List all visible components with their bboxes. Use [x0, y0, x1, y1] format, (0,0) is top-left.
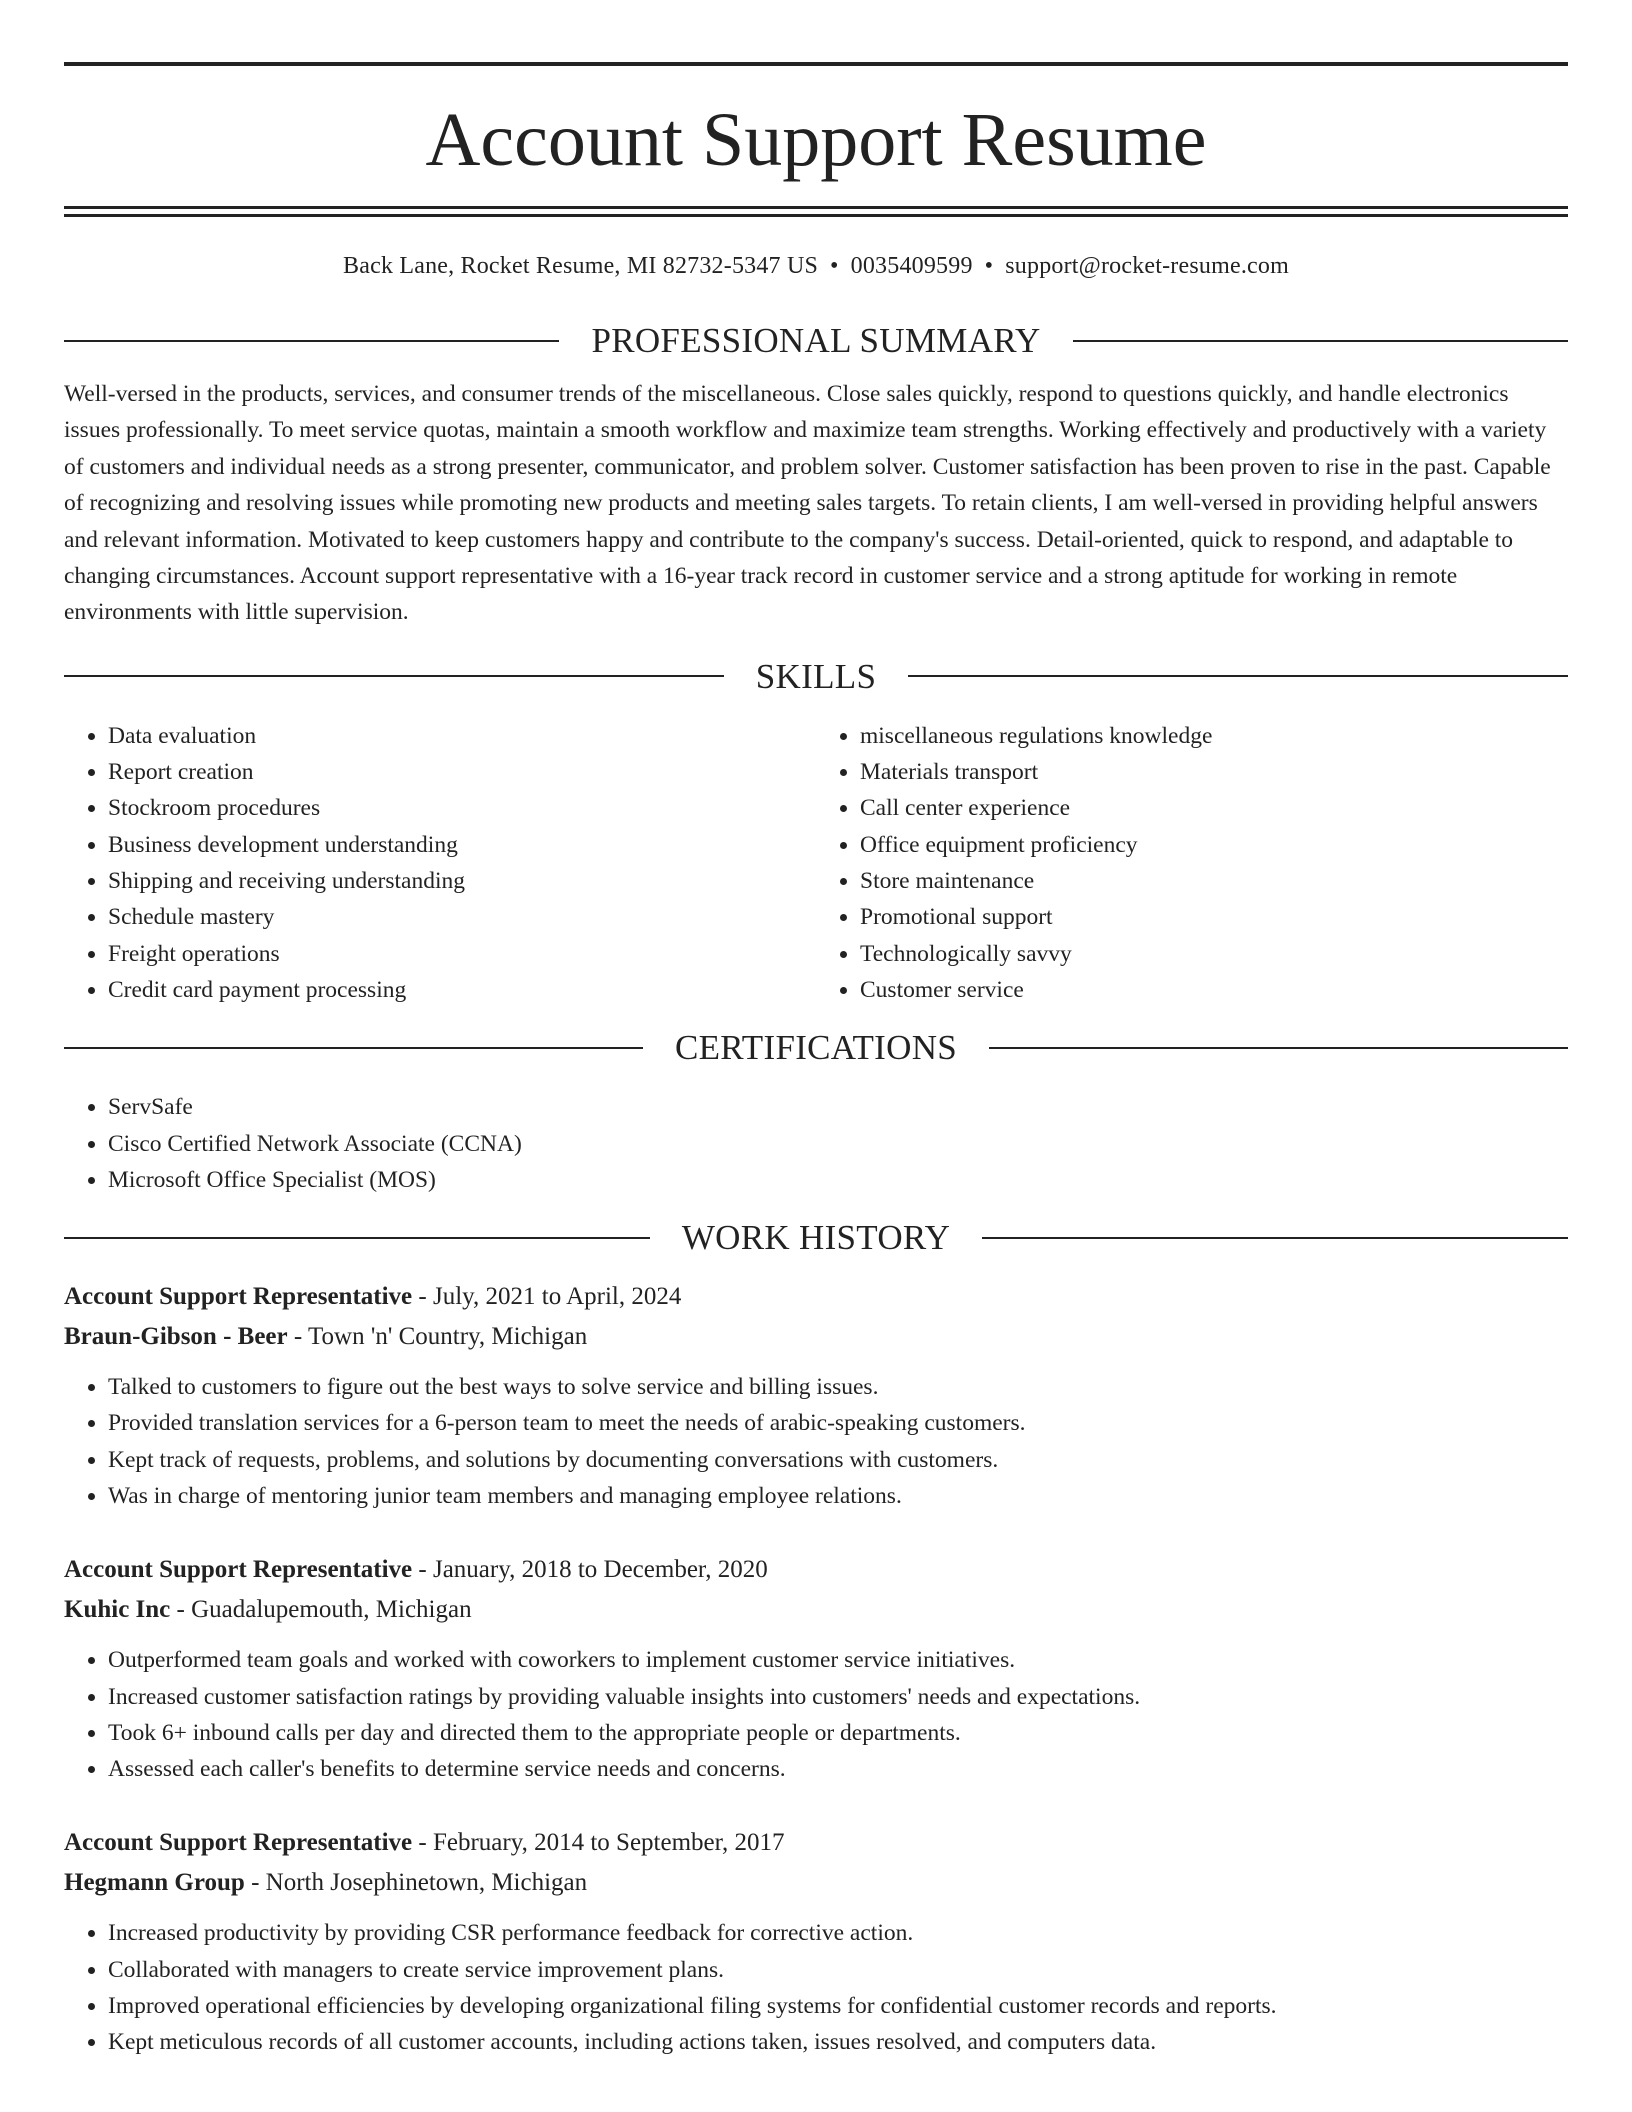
- contact-line: [64, 251, 1568, 291]
- section-heading-work: [64, 1218, 1568, 1258]
- job-entry: [64, 1277, 1568, 1514]
- heading-rule-left: [64, 340, 559, 342]
- contact-separator: •: [984, 253, 994, 279]
- certification-item: • Cisco Certified Network Associate (CCNA): [108, 1126, 1568, 1162]
- job-bullet: • Took 6+ inbound calls per day and directed them to the appropriate people or departments.: [108, 1715, 1568, 1751]
- skill-item: • Call center experience: [860, 790, 1568, 826]
- certification-item: • Microsoft Office Specialist (MOS): [108, 1162, 1568, 1198]
- job-company: Hegmann Group: [64, 1869, 245, 1897]
- section-title-skills: SKILLS: [755, 656, 877, 696]
- job-bullets: [64, 1915, 1568, 2060]
- skill-item: • Promotional support: [860, 899, 1568, 935]
- skill-item: • Stockroom procedures: [108, 790, 816, 826]
- job-bullet: • Provided translation services for a 6-person team to meet the needs of arabic-speaking customers.: [108, 1405, 1568, 1441]
- summary-paragraph: Well-versed in the products, services, and consumer trends of the miscellaneous. Close sales quickly, respond to questions quickly, and handle electronics issues professionally. To meet service quotas, maintain a smooth workflow and maximize team strengths. Working effectively and productively with a variety of customers and individual needs as a strong presenter, communicator, and problem solver. Customer satisfaction has been proven to rise in the past. Capable of recognizing and resolving issues while promoting new products and meeting sales targets. To retain clients, I am well-versed in providing helpful answers and relevant information. Motivated to keep customers happy and contribute to the company's success. Detail-oriented, quick to respond, and adaptable to changing circumstances. Account support representative with a 16-year track record in customer service and a strong aptitude for working in remote environments with little supervision.: [64, 381, 1551, 626]
- work-history: [64, 1277, 1568, 2061]
- skill-item: • Materials transport: [860, 754, 1568, 790]
- job-bullet: • Was in charge of mentoring junior team members and managing employee relations.: [108, 1478, 1568, 1514]
- job-bullets: [64, 1642, 1568, 1787]
- job-title: Account Support Representative: [64, 1283, 413, 1311]
- job-bullet: • Kept meticulous records of all customer accounts, including actions taken, issues resolved, and computers data.: [108, 2024, 1568, 2060]
- job-company-line: [64, 1590, 1568, 1630]
- title-double-rule: [64, 206, 1568, 217]
- job-location: - North Josephinetown, Michigan: [244, 1869, 588, 1897]
- skill-item: • Business development understanding: [108, 827, 816, 863]
- job-bullet: • Improved operational efficiencies by developing organizational filing systems for confidential customer records and reports.: [108, 1988, 1568, 2024]
- heading-rule-right: [1073, 340, 1568, 342]
- job-dates: - February, 2014 to September, 2017: [412, 1829, 785, 1857]
- job-bullet: • Talked to customers to figure out the best ways to solve service and billing issues.: [108, 1369, 1568, 1405]
- section-title-certifications: CERTIFICATIONS: [674, 1028, 958, 1068]
- job-entry: [64, 1823, 1568, 2060]
- heading-rule-left: [64, 675, 724, 677]
- section-title-summary: PROFESSIONAL SUMMARY: [591, 321, 1041, 360]
- skill-item: • Office equipment proficiency: [860, 827, 1568, 863]
- skill-item: • miscellaneous regulations knowledge: [860, 718, 1568, 754]
- skill-item: • Store maintenance: [860, 863, 1568, 899]
- job-bullet: • Assessed each caller's benefits to determine service needs and concerns.: [108, 1751, 1568, 1787]
- section-title-work: WORK HISTORY: [681, 1218, 951, 1258]
- contact-email[interactable]: support@rocket-resume.com: [1005, 253, 1289, 279]
- job-location: - Guadalupemouth, Michigan: [170, 1596, 472, 1624]
- job-title: Account Support Representative: [64, 1829, 413, 1857]
- heading-rule-right: [908, 675, 1568, 677]
- job-entry: [64, 1550, 1568, 1787]
- skill-item: • Schedule mastery: [108, 899, 816, 935]
- heading-rule-right: [989, 1047, 1568, 1049]
- skill-item: • Credit card payment processing: [108, 972, 816, 1008]
- skills-list-left: [64, 718, 816, 1008]
- section-heading-summary: [64, 323, 1568, 358]
- contact-separator: •: [830, 253, 839, 279]
- job-title-line: [64, 1277, 1568, 1317]
- contact-phone: 0035409599: [850, 253, 973, 279]
- skill-item: • Freight operations: [108, 936, 816, 972]
- skill-item: • Technologically savvy: [860, 936, 1568, 972]
- job-company: Braun-Gibson - Beer: [64, 1323, 288, 1351]
- job-bullet: • Kept track of requests, problems, and solutions by documenting conversations with customers.: [108, 1442, 1568, 1478]
- skill-item: • Shipping and receiving understanding: [108, 863, 816, 899]
- job-title: Account Support Representative: [64, 1556, 413, 1584]
- job-company: Kuhic Inc: [64, 1596, 171, 1624]
- contact-address: Back Lane, Rocket Resume, MI 82732-5347 US: [343, 253, 819, 279]
- job-dates: - January, 2018 to December, 2020: [412, 1556, 768, 1584]
- heading-rule-right: [982, 1237, 1568, 1239]
- skill-item: • Report creation: [108, 754, 816, 790]
- job-bullets: [64, 1369, 1568, 1514]
- skill-item: • Data evaluation: [108, 718, 816, 754]
- certifications-list: [64, 1089, 1568, 1198]
- skills-list-right: [816, 718, 1568, 1008]
- job-bullet: • Increased productivity by providing CSR performance feedback for corrective action.: [108, 1915, 1568, 1951]
- job-bullet: • Collaborated with managers to create service improvement plans.: [108, 1952, 1568, 1988]
- section-heading-skills: [64, 656, 1568, 696]
- job-title-line: [64, 1550, 1568, 1590]
- page-title: Account Support Resume: [425, 98, 1207, 182]
- job-dates: - July, 2021 to April, 2024: [412, 1283, 682, 1311]
- job-company-line: [64, 1317, 1568, 1357]
- job-bullet: • Increased customer satisfaction ratings by providing valuable insights into customers' needs and expectations.: [108, 1679, 1568, 1715]
- skill-item: • Customer service: [860, 972, 1568, 1008]
- job-title-line: [64, 1823, 1568, 1863]
- heading-rule-left: [64, 1237, 650, 1239]
- skills-columns: [64, 718, 1568, 1008]
- job-company-line: [64, 1863, 1568, 1903]
- job-bullet: • Outperformed team goals and worked with coworkers to implement customer service initiatives.: [108, 1642, 1568, 1678]
- heading-rule-left: [64, 1047, 643, 1049]
- top-rule: [64, 62, 1568, 66]
- job-location: - Town 'n' Country, Michigan: [287, 1323, 588, 1351]
- section-heading-certifications: [64, 1028, 1568, 1068]
- certification-item: • ServSafe: [108, 1089, 1568, 1125]
